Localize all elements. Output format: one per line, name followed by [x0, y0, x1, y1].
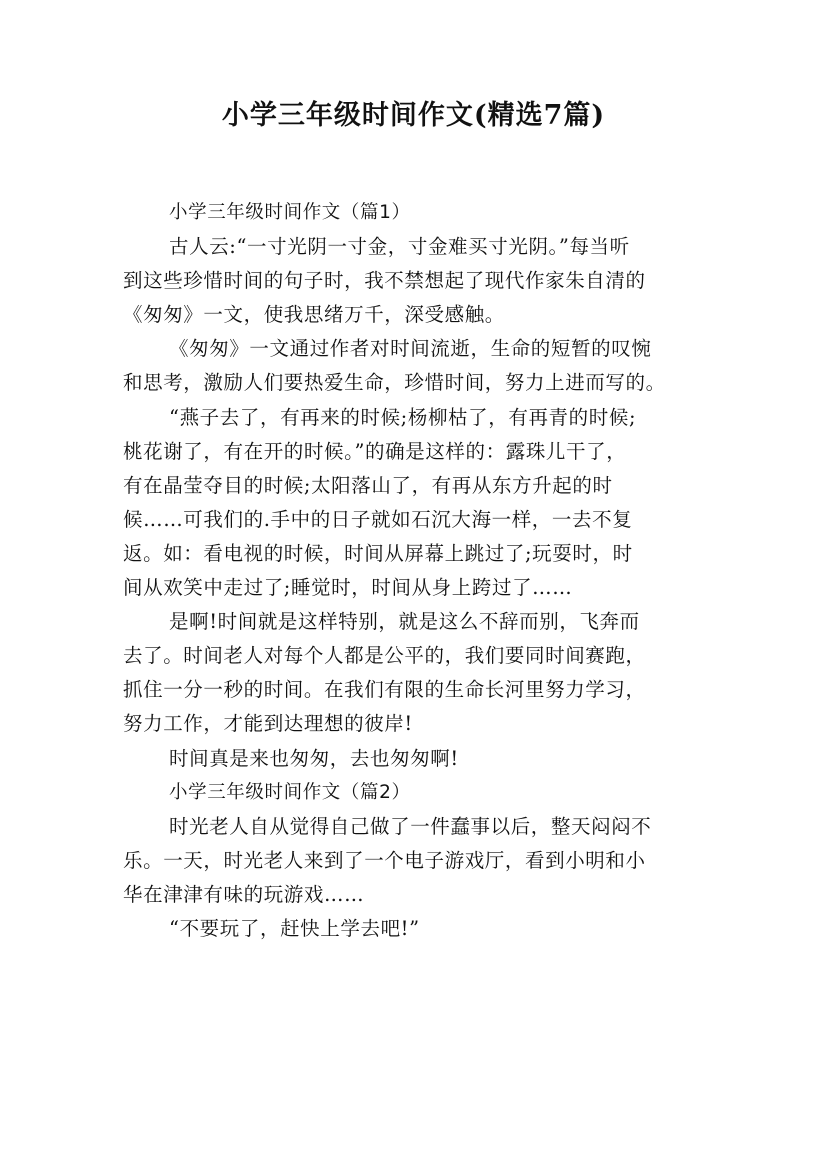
- paragraph-line: 乐。一天，时光老人来到了一个电子游戏厅，看到小明和小: [123, 848, 646, 872]
- paragraph-line: “燕子去了，有再来的时候;杨柳枯了，有再青的时候;: [169, 405, 637, 429]
- paragraph-line: 间从欢笑中走过了;睡觉时，时间从身上跨过了……: [123, 576, 573, 600]
- document-body: [123, 196, 703, 946]
- paragraph-line: 《匆匆》一文通过作者对时间流逝，生命的短暂的叹惋: [169, 337, 652, 361]
- paragraph-line: 返。如：看电视的时候，时间从屏幕上跳过了;玩耍时，时: [123, 541, 633, 565]
- paragraph-line: 努力工作，才能到达理想的彼岸!: [123, 712, 413, 736]
- section-heading: 小学三年级时间作文（篇2）: [169, 781, 411, 803]
- paragraph-line: 《匆匆》一文，使我思绪万千，深受感触。: [123, 303, 505, 327]
- paragraph-line: “不要玩了，赶快上学去吧!”: [169, 916, 420, 940]
- paragraph-line: 时光老人自从觉得自己做了一件蠢事以后，整天闷闷不: [169, 814, 652, 838]
- paragraph-line: 古人云:“一寸光阴一寸金，寸金难买寸光阴。”每当听: [169, 235, 630, 259]
- paragraph-line: 去了。时间老人对每个人都是公平的，我们要同时间赛跑，: [123, 644, 646, 668]
- paragraph-line: 有在晶莹夺目的时候;太阳落山了，有再从东方升起的时: [123, 473, 613, 497]
- section-heading: 小学三年级时间作文（篇1）: [169, 202, 411, 223]
- paragraph-line: 华在津津有味的玩游戏……: [123, 882, 365, 906]
- document-title: 小学三年级时间作文(精选7篇): [221, 100, 606, 131]
- paragraph-line: 时间真是来也匆匆，去也匆匆啊!: [169, 746, 459, 770]
- paragraph-line: 到这些珍惜时间的句子时，我不禁想起了现代作家朱自清的: [123, 269, 646, 293]
- paragraph-line: 桃花谢了，有在开的时候。”的确是这样的：露珠儿干了，: [123, 439, 627, 463]
- paragraph-line: 是啊!时间就是这样特别，就是这么不辞而别，飞奔而: [169, 610, 640, 634]
- paragraph-line: 和思考，激励人们要热爱生命，珍惜时间，努力上进而写的。: [123, 371, 666, 395]
- paragraph-line: 抓住一分一秒的时间。在我们有限的生命长河里努力学习，: [123, 678, 646, 702]
- paragraph-line: 候……可我们的.手中的日子就如石沉大海一样，一去不复: [123, 507, 633, 531]
